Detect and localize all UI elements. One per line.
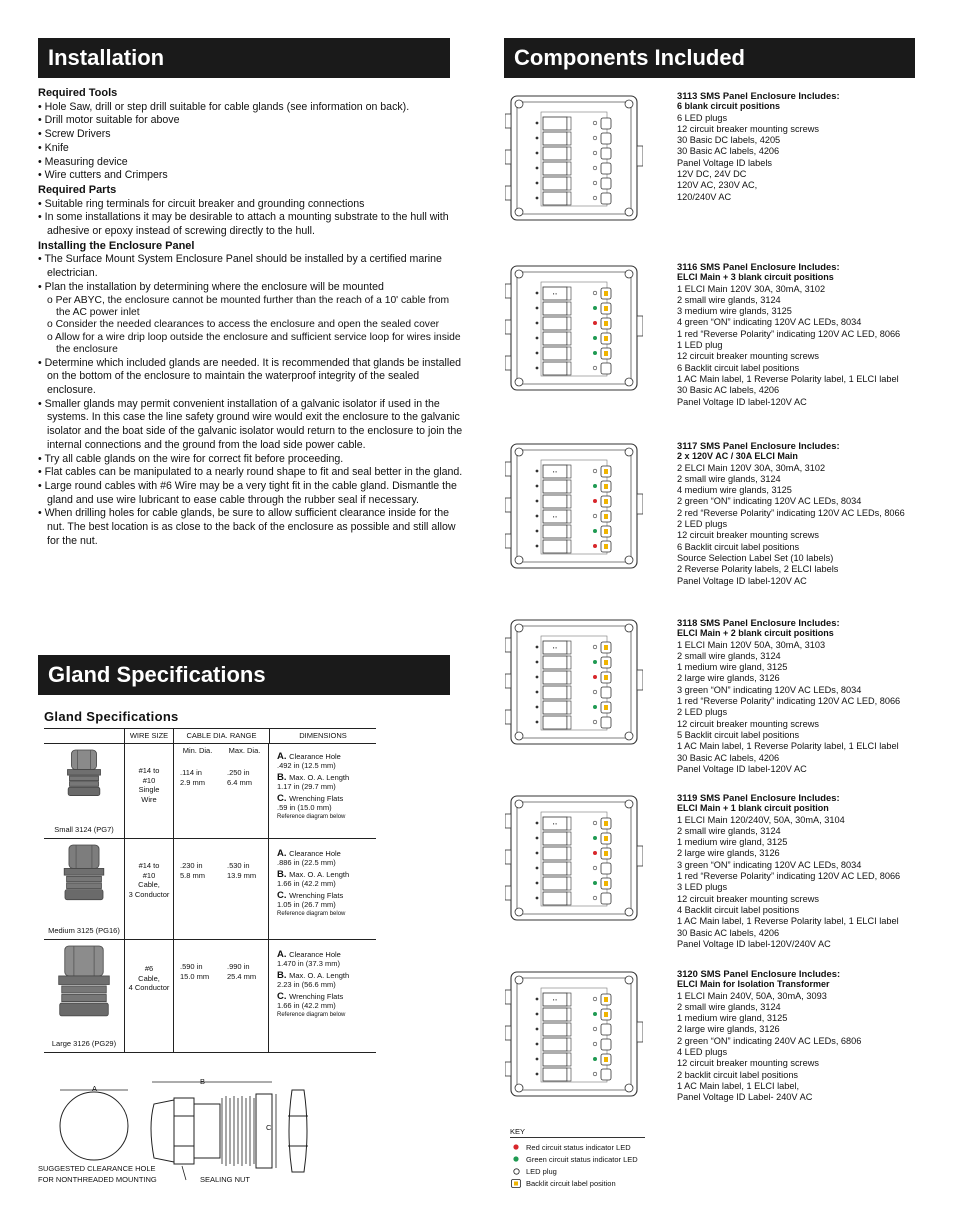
bullet-item: o Allow for a wire drip loop outside the enclosure and sufficient service loop for wires inside the enclosure bbox=[47, 331, 461, 356]
svg-text:▪ ▪: ▪ ▪ bbox=[553, 514, 557, 519]
gland-specs-header: Gland Specifications bbox=[38, 655, 450, 695]
svg-text:▪ ▪: ▪ ▪ bbox=[553, 291, 557, 296]
bullet-item: • Screw Drivers bbox=[38, 128, 111, 141]
bullet-item: • Drill motor suitable for above bbox=[38, 114, 180, 127]
gland-image-cell bbox=[44, 744, 125, 838]
cable-range-header: CABLE DIA. RANGE bbox=[174, 729, 270, 743]
legend-key bbox=[510, 1127, 645, 1189]
bullet-item: • Smaller glands may permit convenient installation of a galvanic isolator if used in the systems. In this case the line safety ground wire would exit the enclosure to the galvanic isolator and the boat side of the galvanic isolator would return to the enclosure to join the internal connections and the ground from the load side power cable. bbox=[38, 397, 463, 451]
section-heading: Required Tools bbox=[38, 87, 118, 99]
bullet-item: o Per ABYC, the enclosure cannot be mounted further than the reach of a 10' cable from the AC power inlet bbox=[47, 294, 450, 318]
sealing-nut-label: SEALING NUT bbox=[200, 1175, 251, 1184]
gland-icon bbox=[44, 744, 124, 822]
svg-text:▪ ▪: ▪ ▪ bbox=[553, 469, 557, 474]
gland-row bbox=[44, 744, 376, 839]
gland-spec-table bbox=[44, 728, 376, 1053]
component-description: 3117 SMS Panel Enclosure Includes: 2 x 120V AC / 30A ELCI Main 2 ELCI Main 120V 30A, 30mA, 3102 2 small wire glands, 3124 4 medium wire glands, 3125 2 green “ON” indicating 120V AC LEDs, 8034 2 red “Reverse Polarity” indicating 120V AC LEDs, 8066 2 LED plugs 12 circuit breaker mounting screws 6 Backlit circuit label positions Source Selection Label Set (10 labels) 2 Reverse Polarity labels, 2 ELCI labels Panel Voltage ID label-120V AC bbox=[677, 440, 905, 586]
component-description: 3120 SMS Panel Enclosure Includes: ELCI Main for Isolation Transformer 1 ELCI Main 240V, 50A, 30mA, 3093 2 small wire glands, 3124 1 medium wire gland, 3125 2 large wire glands, 3126 2 green “ON” indicating 240V AC LEDs, 6806 4 LED plugs 12 circuit breaker mounting screws 2 backlit circuit label positions 1 AC Main label, 1 ELCI label, Panel Voltage ID Label- 240V AC bbox=[677, 968, 862, 1103]
max-dia-cell: Max. Dia. .250 in 6.4 mm bbox=[221, 744, 269, 838]
panel-enclosure-drawing bbox=[505, 616, 643, 753]
bullet-item: o Consider the needed clearances to access the enclosure and open the sealed cover bbox=[47, 319, 440, 331]
gland-table-title: Gland Specifications bbox=[44, 709, 179, 724]
svg-text:▪ ▪: ▪ ▪ bbox=[553, 645, 557, 650]
component-description: 3116 SMS Panel Enclosure Includes: ELCI Main + 3 blank circuit positions 1 ELCI Main 120V 30A, 30mA, 3102 2 small wire glands, 3124 3 medium wire glands, 3125 4 green “ON” indicating 120V AC LEDs, 8034 1 red “Reverse Polarity” indicating 120V AC LED, 8066 1 LED plug 12 circuit breaker mounting screws 6 Backlit circuit label positions 1 AC Main label, 1 Reverse Polarity label, 1 ELCI label 30 Basic AC labels, 4206 Panel Voltage ID label-120V AC bbox=[677, 261, 901, 407]
bullet-item: • Large round cables with #6 Wire may be a very tight fit in the cable gland. Dismantle the gland and use wire lubricant to ease cable through the rubber seal if necessary. bbox=[38, 479, 457, 506]
bullet-item: • Knife bbox=[38, 141, 69, 154]
gland-table-header bbox=[44, 729, 376, 744]
dim-a-label: A bbox=[92, 1084, 98, 1093]
dimensions-header: DIMENSIONS bbox=[299, 731, 347, 740]
section-heading: Required Parts bbox=[38, 183, 117, 196]
gland-name: Medium 3125 (PG16) bbox=[48, 926, 120, 935]
gland-image-cell bbox=[44, 839, 125, 939]
bullet-item: • The Surface Mount System Enclosure Panel should be installed by a certified marine electrician. bbox=[38, 253, 442, 280]
key-red: Red circuit status indicator LED bbox=[510, 1141, 645, 1153]
bullet-item: • When drilling holes for cable glands, be sure to allow sufficient clearance inside for the nut. The best location is as close to the back of the enclosure as possible and still allow for the nut. bbox=[38, 507, 456, 547]
gland-icon bbox=[44, 940, 124, 1036]
min-dia-cell: .590 in 15.0 mm bbox=[180, 962, 210, 981]
panel-enclosure-drawing bbox=[505, 792, 643, 929]
max-dia-header: Max. Dia. bbox=[228, 746, 261, 755]
dimensions-cell: A. Clearance Hole 1.470 in (37.3 mm) B. Max. O. A. Length 2.23 in (56.6 mm) C. Wrenching Flats 1.66 in (42.2 mm) Reference diagram below bbox=[277, 949, 350, 1018]
min-dia-header: Min. Dia. bbox=[182, 746, 213, 755]
wire-size-cell: #14 to #10 Single Wire bbox=[125, 744, 174, 838]
bullet-item: • Try all cable glands on the wire for correct fit before proceeding. bbox=[38, 452, 344, 465]
installation-header: Installation bbox=[38, 38, 450, 78]
bullet-item: • In some installations it may be desirable to attach a mounting substrate to the hull with adhesive or epoxy instead of screwing directly to the hull. bbox=[38, 211, 449, 238]
bullet-item: • Plan the installation by determining where the enclosure will be mounted bbox=[38, 280, 384, 293]
gland-diagram bbox=[36, 1076, 326, 1186]
wire-size-cell: #6 Cable, 4 Conductor bbox=[125, 940, 174, 1052]
min-dia-cell: .230 in 5.8 mm bbox=[180, 861, 206, 880]
gland-icon bbox=[44, 839, 124, 923]
bullet-item: • Determine which included glands are needed. It is recommended that glands be installed on the bottom of the enclosure to maintain the waterproof integrity of the sealed enclosure. bbox=[38, 356, 461, 396]
svg-text:▪ ▪: ▪ ▪ bbox=[553, 997, 557, 1002]
key-backlit: Backlit circuit label position bbox=[510, 1177, 645, 1189]
section-heading: Installing the Enclosure Panel bbox=[38, 239, 195, 252]
dim-c-label: C bbox=[266, 1123, 272, 1132]
bullet-item: • Wire cutters and Crimpers bbox=[38, 169, 168, 182]
key-plug: LED plug bbox=[510, 1165, 645, 1177]
bullet-item: • Flat cables can be manipulated to a nearly round shape to fit and seal better in the gland. bbox=[38, 466, 463, 479]
bullet-item: • Hole Saw, drill or step drill suitable for cable glands (see information on back). bbox=[38, 100, 410, 113]
dimensions-cell: A. Clearance Hole .886 in (22.5 mm) B. Max. O. A. Length 1.66 in (42.2 mm) C. Wrenching Flats 1.05 in (26.7 mm) Reference diagram below bbox=[277, 848, 350, 917]
component-description: 3113 SMS Panel Enclosure Includes: 6 blank circuit positions 6 LED plugs 12 circuit breaker mounting screws 30 Basic DC labels, 4205 30 Basic AC labels, 4206 Panel Voltage ID labels 12V DC, 24V DC 120V AC, 230V AC, 120/240V AC bbox=[677, 90, 840, 202]
gland-name: Small 3124 (PG7) bbox=[54, 825, 114, 834]
gland-row bbox=[44, 839, 376, 940]
max-dia-cell: .990 in 25.4 mm bbox=[221, 940, 269, 1052]
panel-enclosure-drawing bbox=[505, 262, 643, 399]
key-title: KEY bbox=[510, 1127, 645, 1138]
clearance-hole-caption: SUGGESTED CLEARANCE HOLE FOR NONTHREADED MOUNTING bbox=[38, 1164, 157, 1184]
wire-size-cell: #14 to #10 Cable, 3 Conductor bbox=[125, 839, 174, 939]
wire-size-header: WIRE SIZE bbox=[125, 729, 174, 743]
dimensions-cell: A. Clearance Hole .492 in (12.5 mm) B. Max. O. A. Length 1.17 in (29.7 mm) C. Wrenching Flats .59 in (15.0 mm) Reference diagram below bbox=[277, 751, 350, 820]
gland-row bbox=[44, 940, 376, 1053]
bullet-item: • Suitable ring terminals for circuit breaker and grounding connections bbox=[38, 197, 365, 210]
bullet-item: • Measuring device bbox=[38, 155, 128, 168]
components-header: Components Included bbox=[504, 38, 915, 78]
panel-enclosure-drawing bbox=[505, 440, 643, 577]
key-green: Green circuit status indicator LED bbox=[510, 1153, 645, 1165]
installation-text bbox=[38, 86, 463, 548]
min-dia-cell: Min. Dia. .114 in 2.9 mm bbox=[174, 744, 221, 838]
component-description: 3118 SMS Panel Enclosure Includes: ELCI Main + 2 blank circuit positions 1 ELCI Main 120V 50A, 30mA, 3103 2 small wire glands, 3124 1 medium wire gland, 3125 2 large wire glands, 3126 3 green “ON” indicating 120V AC LEDs, 8034 1 red “Reverse Polarity” indicating 120V AC LED, 8066 2 LED plugs 12 circuit breaker mounting screws 5 Backlit circuit label positions 1 AC Main label, 1 Reverse Polarity label, 1 ELCI label 30 Basic AC labels, 4206 Panel Voltage ID label-120V AC bbox=[677, 617, 901, 774]
panel-enclosure-drawing bbox=[505, 968, 643, 1105]
panel-enclosure-drawing bbox=[505, 92, 643, 229]
gland-name: Large 3126 (PG29) bbox=[51, 1039, 117, 1048]
dim-b-label: B bbox=[200, 1077, 206, 1086]
component-description: 3119 SMS Panel Enclosure Includes: ELCI Main + 1 blank circuit position 1 ELCI Main 120/240V, 50A, 30mA, 3104 2 small wire glands, 3124 1 medium wire gland, 3125 2 large wire glands, 3126 3 green “ON” indicating 120V AC LEDs, 8034 1 red “Reverse Polarity” indicating 120V AC LED, 8066 3 LED plugs 12 circuit breaker mounting screws 4 Backlit circuit label positions 1 AC Main label, 1 Reverse Polarity label, 1 ELCI label 30 Basic AC labels, 4206 Panel Voltage ID label-120V/240V AC bbox=[677, 792, 901, 949]
gland-image-cell bbox=[44, 940, 125, 1052]
max-dia-cell: .530 in 13.9 mm bbox=[221, 839, 269, 939]
svg-text:▪ ▪: ▪ ▪ bbox=[553, 821, 557, 826]
